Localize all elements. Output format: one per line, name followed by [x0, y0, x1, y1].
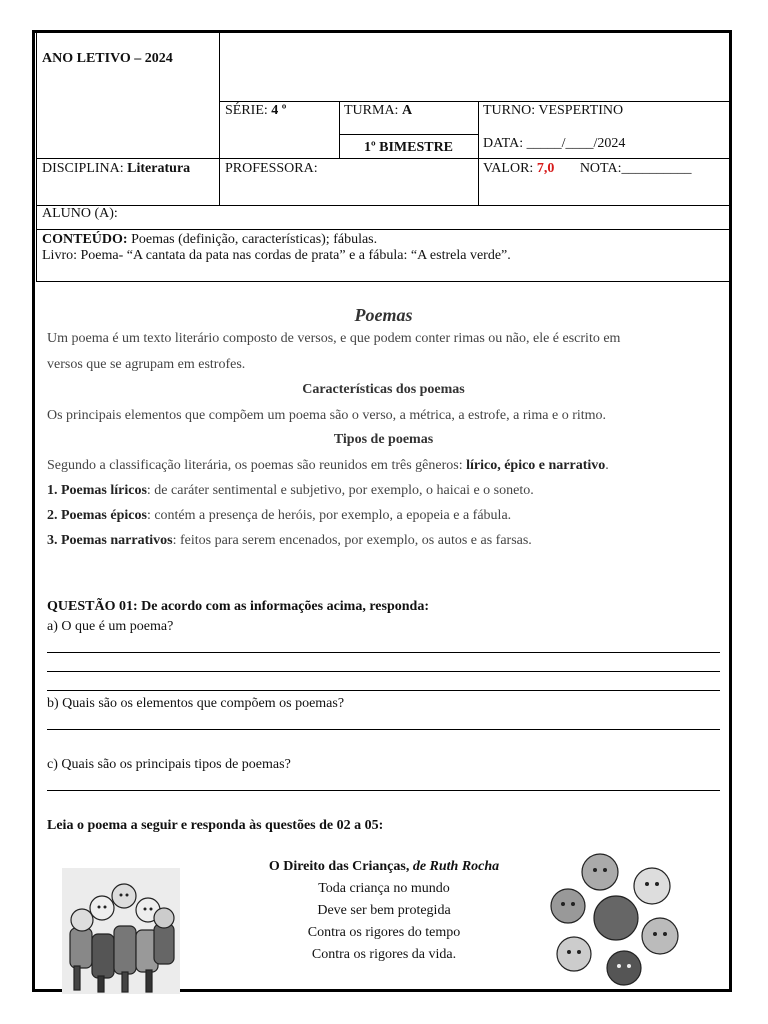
- tipos-heading: Tipos de poemas: [333, 432, 434, 447]
- livro-line: Livro: Poema- “A cantata da pata nas cordas de prata” e a fábula: “A estrela verde”.: [42, 248, 511, 263]
- date-field[interactable]: DATA: _____/____/2024: [483, 136, 626, 151]
- type-item-narrativo: 3. Poemas narrativos: feitos para serem encenados, por exemplo, os autos e as farsas.: [47, 533, 532, 548]
- disciplina-value: Literatura: [127, 161, 191, 176]
- serie-cell: SÉRIE: 4 º: [225, 103, 287, 118]
- bimestre-cell: 1º BIMESTRE: [363, 140, 454, 155]
- poem-line: Contra os rigores do tempo: [307, 925, 461, 940]
- poem-author: de Ruth Rocha: [409, 859, 500, 874]
- caracteristicas-heading: Características dos poemas: [302, 382, 465, 397]
- intro-line-1: Um poema é um texto literário composto de versos, e que podem conter rimas ou não, ele é escrito em: [47, 331, 621, 346]
- valor-value: 7,0: [536, 161, 555, 176]
- serie-value: 4 º: [271, 103, 287, 118]
- aluno-field[interactable]: ALUNO (A):: [42, 206, 118, 221]
- professora-field[interactable]: PROFESSORA:: [225, 161, 318, 176]
- page-title: Poemas: [354, 305, 413, 325]
- question-01-c: c) Quais são os principais tipos de poemas?: [47, 757, 291, 772]
- turma-cell: TURMA: A: [344, 103, 413, 118]
- header-table: [36, 32, 731, 282]
- answer-line[interactable]: [47, 729, 720, 730]
- nota-field[interactable]: NOTA:__________: [579, 161, 692, 176]
- turno-cell: TURNO: VESPERTINO: [483, 103, 624, 118]
- reading-instruction: Leia o poema a seguir e responda às questões de 02 a 05:: [47, 818, 384, 833]
- question-01-b: b) Quais são os elementos que compõem os poemas?: [47, 696, 345, 711]
- children-group-icon: [62, 868, 180, 994]
- type-item-lirico: 1. Poemas líricos: de caráter sentimental e subjetivo, por exemplo, o haicai e o soneto.: [47, 483, 534, 498]
- question-01-title: QUESTÃO 01: De acordo com as informações acima, responda:: [47, 599, 429, 614]
- tipos-text: Segundo a classificação literária, os poemas são reunidos em três gêneros: lírico, épico e narrativo.: [47, 458, 609, 473]
- poem-line: Deve ser bem protegida: [317, 903, 451, 918]
- poem-line: Toda criança no mundo: [318, 881, 450, 896]
- poem-line: Contra os rigores da vida.: [311, 947, 457, 962]
- conteudo-cell: CONTEÚDO: Poemas (definição, características); fábulas.: [42, 232, 378, 247]
- question-01-a: a) O que é um poema?: [47, 619, 174, 634]
- valor-cell: VALOR: 7,0 NOTA:__________: [483, 161, 692, 176]
- answer-line[interactable]: [47, 690, 720, 691]
- answer-line[interactable]: [47, 790, 720, 791]
- turma-value: A: [401, 103, 413, 118]
- disciplina-cell: DISCIPLINA: Literatura: [42, 161, 191, 176]
- poem-title: O Direito das Crianças, de Ruth Rocha: [268, 859, 500, 874]
- caracteristicas-text: Os principais elementos que compõem um poema são o verso, a métrica, a estrofe, a rima e o ritmo.: [47, 408, 607, 423]
- children-circle-icon: [548, 850, 684, 986]
- intro-line-2: versos que se agrupam em estrofes.: [47, 357, 246, 372]
- answer-line[interactable]: [47, 652, 720, 653]
- children-circle-illustration: [548, 850, 684, 986]
- answer-line[interactable]: [47, 671, 720, 672]
- school-year: ANO LETIVO – 2024: [42, 51, 173, 66]
- children-group-illustration: [62, 868, 180, 994]
- type-item-epico: 2. Poemas épicos: contém a presença de heróis, por exemplo, a epopeia e a fábula.: [47, 508, 512, 523]
